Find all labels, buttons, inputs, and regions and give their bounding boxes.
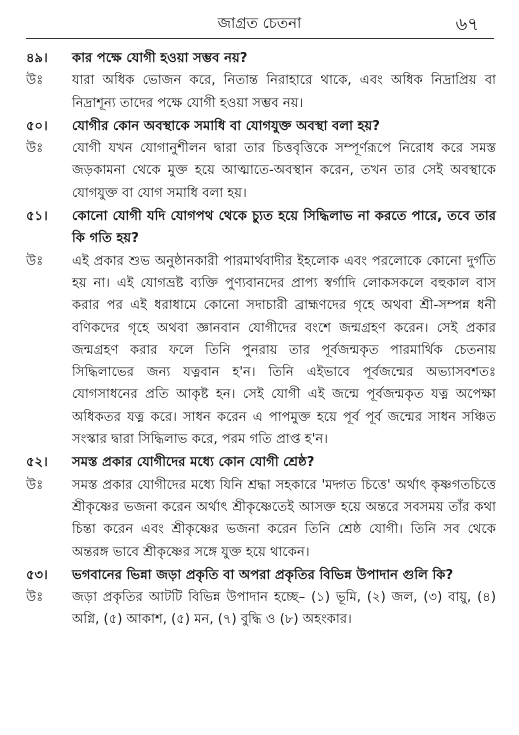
answer-row [26, 475, 496, 564]
question-number: ৪৯। [26, 51, 48, 66]
answer-label: উঃ [26, 477, 44, 493]
question-row [26, 48, 496, 70]
question-text: সমস্ত প্রকার যোগীদের মধ্যে কোন যোগী শ্রেষ্ঠ? [72, 455, 315, 471]
answer-label: উঃ [26, 253, 44, 269]
answer-label: উঃ [26, 590, 44, 606]
qa-item-50 [26, 116, 496, 205]
qa-item-49 [26, 48, 496, 115]
question-number: ৫০। [26, 118, 48, 134]
answer-text: জড়া প্রকৃতির আটটি বিভিন্ন উপাদান হচ্ছে– (১) ভূমি, (২) জল, (৩) বায়ু, (৪) অগ্নি, (৫) আকাশ, (৫) মন, (৭) বুদ্ধি ও (৮) অহংকার। [72, 590, 496, 628]
answer-label: উঃ [26, 73, 44, 89]
question-row [26, 116, 496, 138]
answer-text: যোগী যখন যোগানুশীলন দ্বারা তার চিত্তবৃত্তিকে সম্পূর্ণরূপে নিরোধ করে সমস্ত জড়কামনা থেকে মুক্ত হয়ে আত্মাতে-অবস্থান করেন, তখন তার সেই অবস্থাকে যোগযুক্ত বা যোগ সমাধি বলা হয়। [72, 141, 496, 201]
question-text: কার পক্ষে যোগী হওয়া সম্ভব নয়? [72, 51, 248, 66]
qa-list [26, 48, 496, 633]
answer-label: উঃ [26, 141, 44, 157]
answer-text: সমস্ত প্রকার যোগীদের মধ্যে যিনি শ্রদ্ধা সহকারে 'মদ্গত চিত্তে' অর্থাৎ কৃষ্ণগতচিত্তে শ্রীকৃষ্ণের ভজনা করেন অর্থাৎ শ্রীকৃষ্ণেতেই আসক্ত হয়ে অন্তরে সবসময় তাঁর কথা চিন্তা করেন এবং শ্রীকৃষ্ণের ভজনা করেন তিনি শ্রেষ্ঠ যোগী। তিনি সব থেকে অন্তরঙ্গ ভাবে শ্রীকৃষ্ণের সঙ্গে যুক্ত হয়ে থাকেন। [72, 477, 496, 560]
question-number: ৫২। [26, 455, 48, 471]
running-title: জাগ্রত চেতনা [217, 14, 302, 32]
qa-item-52 [26, 452, 496, 563]
question-row [26, 206, 496, 251]
question-number: ৫৩। [26, 567, 48, 583]
answer-text: যারা অধিক ভোজন করে, নিতান্ত নিরাহারে থাকে, এবং অধিক নিদ্রাপ্রিয় বা নিদ্রাশূন্য তাদের পক্ষে যোগী হওয়া সম্ভব নয়। [72, 73, 496, 111]
question-text: যোগীর কোন অবস্থাকে সমাধি বা যোগযুক্ত অবস্থা বলা হয়? [72, 118, 380, 134]
question-text: ভগবানের ভিন্না জড়া প্রকৃতি বা অপরা প্রকৃতির বিভিন্ন উপাদান গুলি কি? [72, 567, 454, 583]
question-row [26, 565, 496, 587]
answer-row [26, 138, 496, 205]
question-row [26, 452, 496, 474]
answer-text: এই প্রকার শুভ অনুষ্ঠানকারী পারমার্থবাদীর ইহলোক এবং পরলোকে কোনো দুর্গতি হয় না। এই যোগভ্রষ্ট ব্যক্তি পুণ্যবানদের প্রাপ্য স্বর্গাদি লোকসকলে বহুকাল বাস করার পর এই ধরাধামে কোনো সদাচারী ব্রাহ্মণদের গৃহে অথবা শ্রী-সম্পন্ন ধনী বণিকদের গৃহে অথবা জ্ঞানবান যোগীদের বংশে জন্মগ্রহণ করেন। সেই প্রকার জন্মগ্রহণ করার ফলে তিনি পুনরায় তার পূর্বজন্মকৃত পারমার্থিক চেতনায় সিদ্ধিলাভের জন্য যত্নবান হ'ন। তিনি এইভাবে পূর্বজন্মের অভ্যাসবশতঃ যোগসাধনের প্রতি আকৃষ্ট হন। সেই যোগী এই জন্মে পূর্বজন্মকৃত যত্ন অপেক্ষা অধিকতর যত্ন করে। সাধন করেন এ পাপমুক্ত হয়ে পূর্ব পূর্ব জন্মের সাধন সঞ্চিত সংস্কার দ্বারা সিদ্ধিলাভ করে, পরম গতি প্রাপ্ত হ'ন। [72, 253, 496, 448]
page-header [0, 10, 519, 35]
qa-item-51 [26, 206, 496, 451]
answer-row [26, 587, 496, 632]
qa-item-53 [26, 565, 496, 632]
header-rule [26, 38, 494, 39]
question-text: কোনো যোগী যদি যোগপথ থেকে চ্যুত হয়ে সিদ্ধিলাভ না করতে পারে, তবে তার কি গতি হয়? [72, 209, 496, 247]
answer-row [26, 70, 496, 115]
question-number: ৫১। [26, 209, 48, 225]
page-number: ৬৭ [455, 14, 479, 35]
answer-row [26, 251, 496, 452]
